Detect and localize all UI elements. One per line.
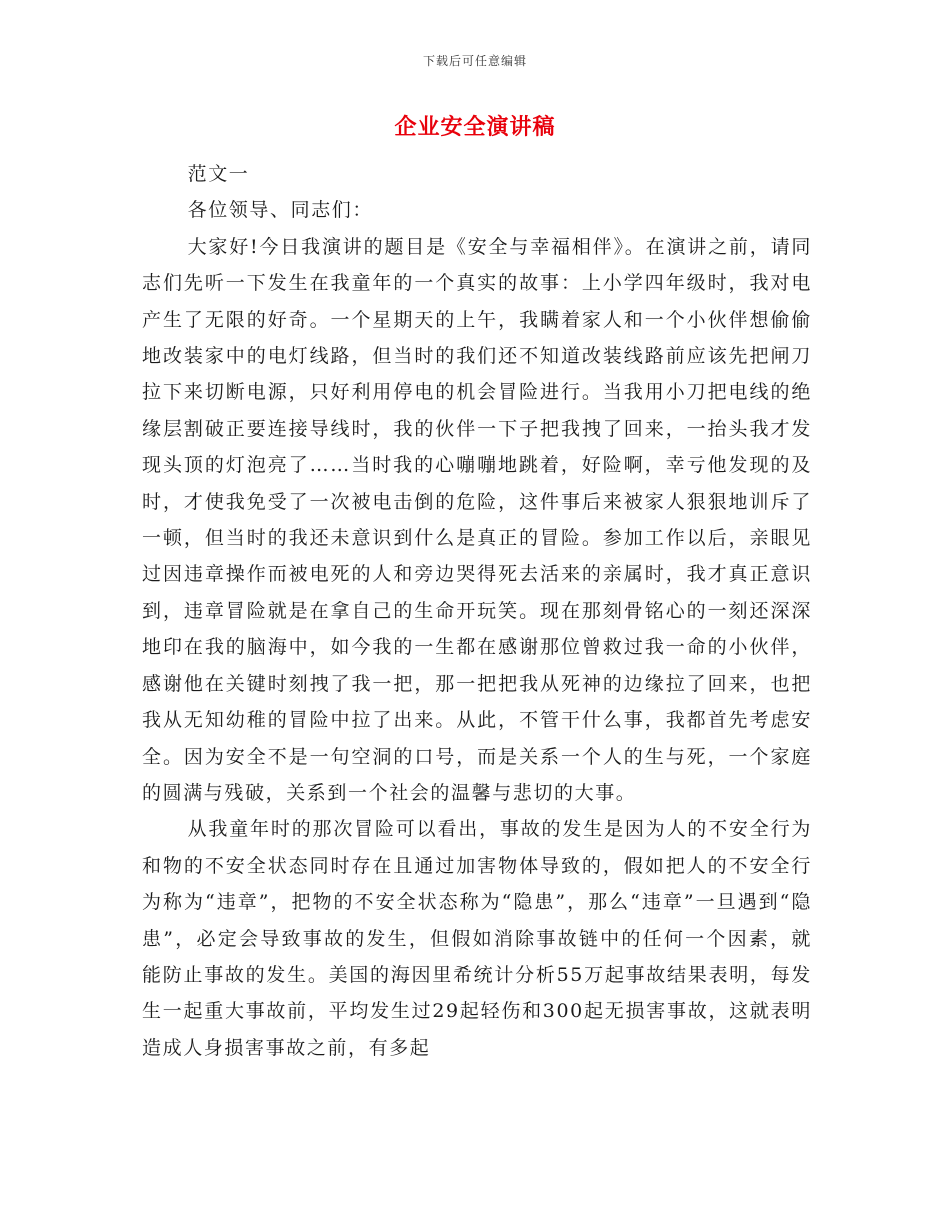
paragraph-salutation: 各位领导、同志们：	[187, 199, 373, 222]
document-title: 企业安全演讲稿	[394, 114, 556, 140]
document-body	[142, 156, 812, 1066]
paragraph-body: 大家好!今日我演讲的题目是《安全与幸福相伴》。在演讲之前，请同志们先听一下发生在我童年的一个真实的故事：上小学四年级时，我对电产生了无限的好奇。一个星期天的上午，我瞒着家人和一个小伙伴想偷偷地改装家中的电灯线路，但当时的我们还不知道改装线路前应该先把闸刀拉下来切断电源，只好利用停电的机会冒险进行。当我用小刀把电线的绝缘层割破正要连接导线时，我的伙伴一下子把我拽了回来，一抬头我才发现头顶的灯泡亮了……当时我的心嘣嘣地跳着，好险啊，幸亏他发现的及时，才使我免受了一次被电击倒的危险，这件事后来被家人狠狠地训斥了一顿，但当时的我还未意识到什么是真正的冒险。参加工作以后，亲眼见过因违章操作而被电死的人和旁边哭得死去活来的亲属时，我才真正意识到，违章冒险就是在拿自己的生命开玩笑。现在那刻骨铭心的一刻还深深地印在我的脑海中，如今我的一生都在感谢那位曾救过我一命的小伙伴，感谢他在关键时刻拽了我一把，那一把把我从死神的边缘拉了回来，也把我从无知幼稚的冒险中拉了出来。从此，不管干什么事，我都首先考虑安全。因为安全不是一句空洞的口号，而是关系一个人的生与死，一个家庭的圆满与残破，关系到一个社会的温馨与悲切的大事。	[142, 235, 812, 804]
page-header-note: 下载后可任意编辑	[422, 54, 527, 68]
paragraph-sample-label: 范文一	[187, 163, 250, 185]
paragraph-body: 从我童年时的那次冒险可以看出，事故的发生是因为人的不安全行为和物的不安全状态同时存在且通过加害物体导致的，假如把人的不安全行为称为“违章”，把物的不安全状态称为“隐患”，那么“违章”一旦遇到“隐患”，必定会导致事故的发生，但假如消除事故链中的任何一个因素，就能防止事故的发生。美国的海因里希统计分析55万起事故结果表明，每发生一起重大事故前，平均发生过29起轻伤和300起无损害事故，这就表明造成人身损害事故之前，有多起	[142, 818, 812, 1059]
